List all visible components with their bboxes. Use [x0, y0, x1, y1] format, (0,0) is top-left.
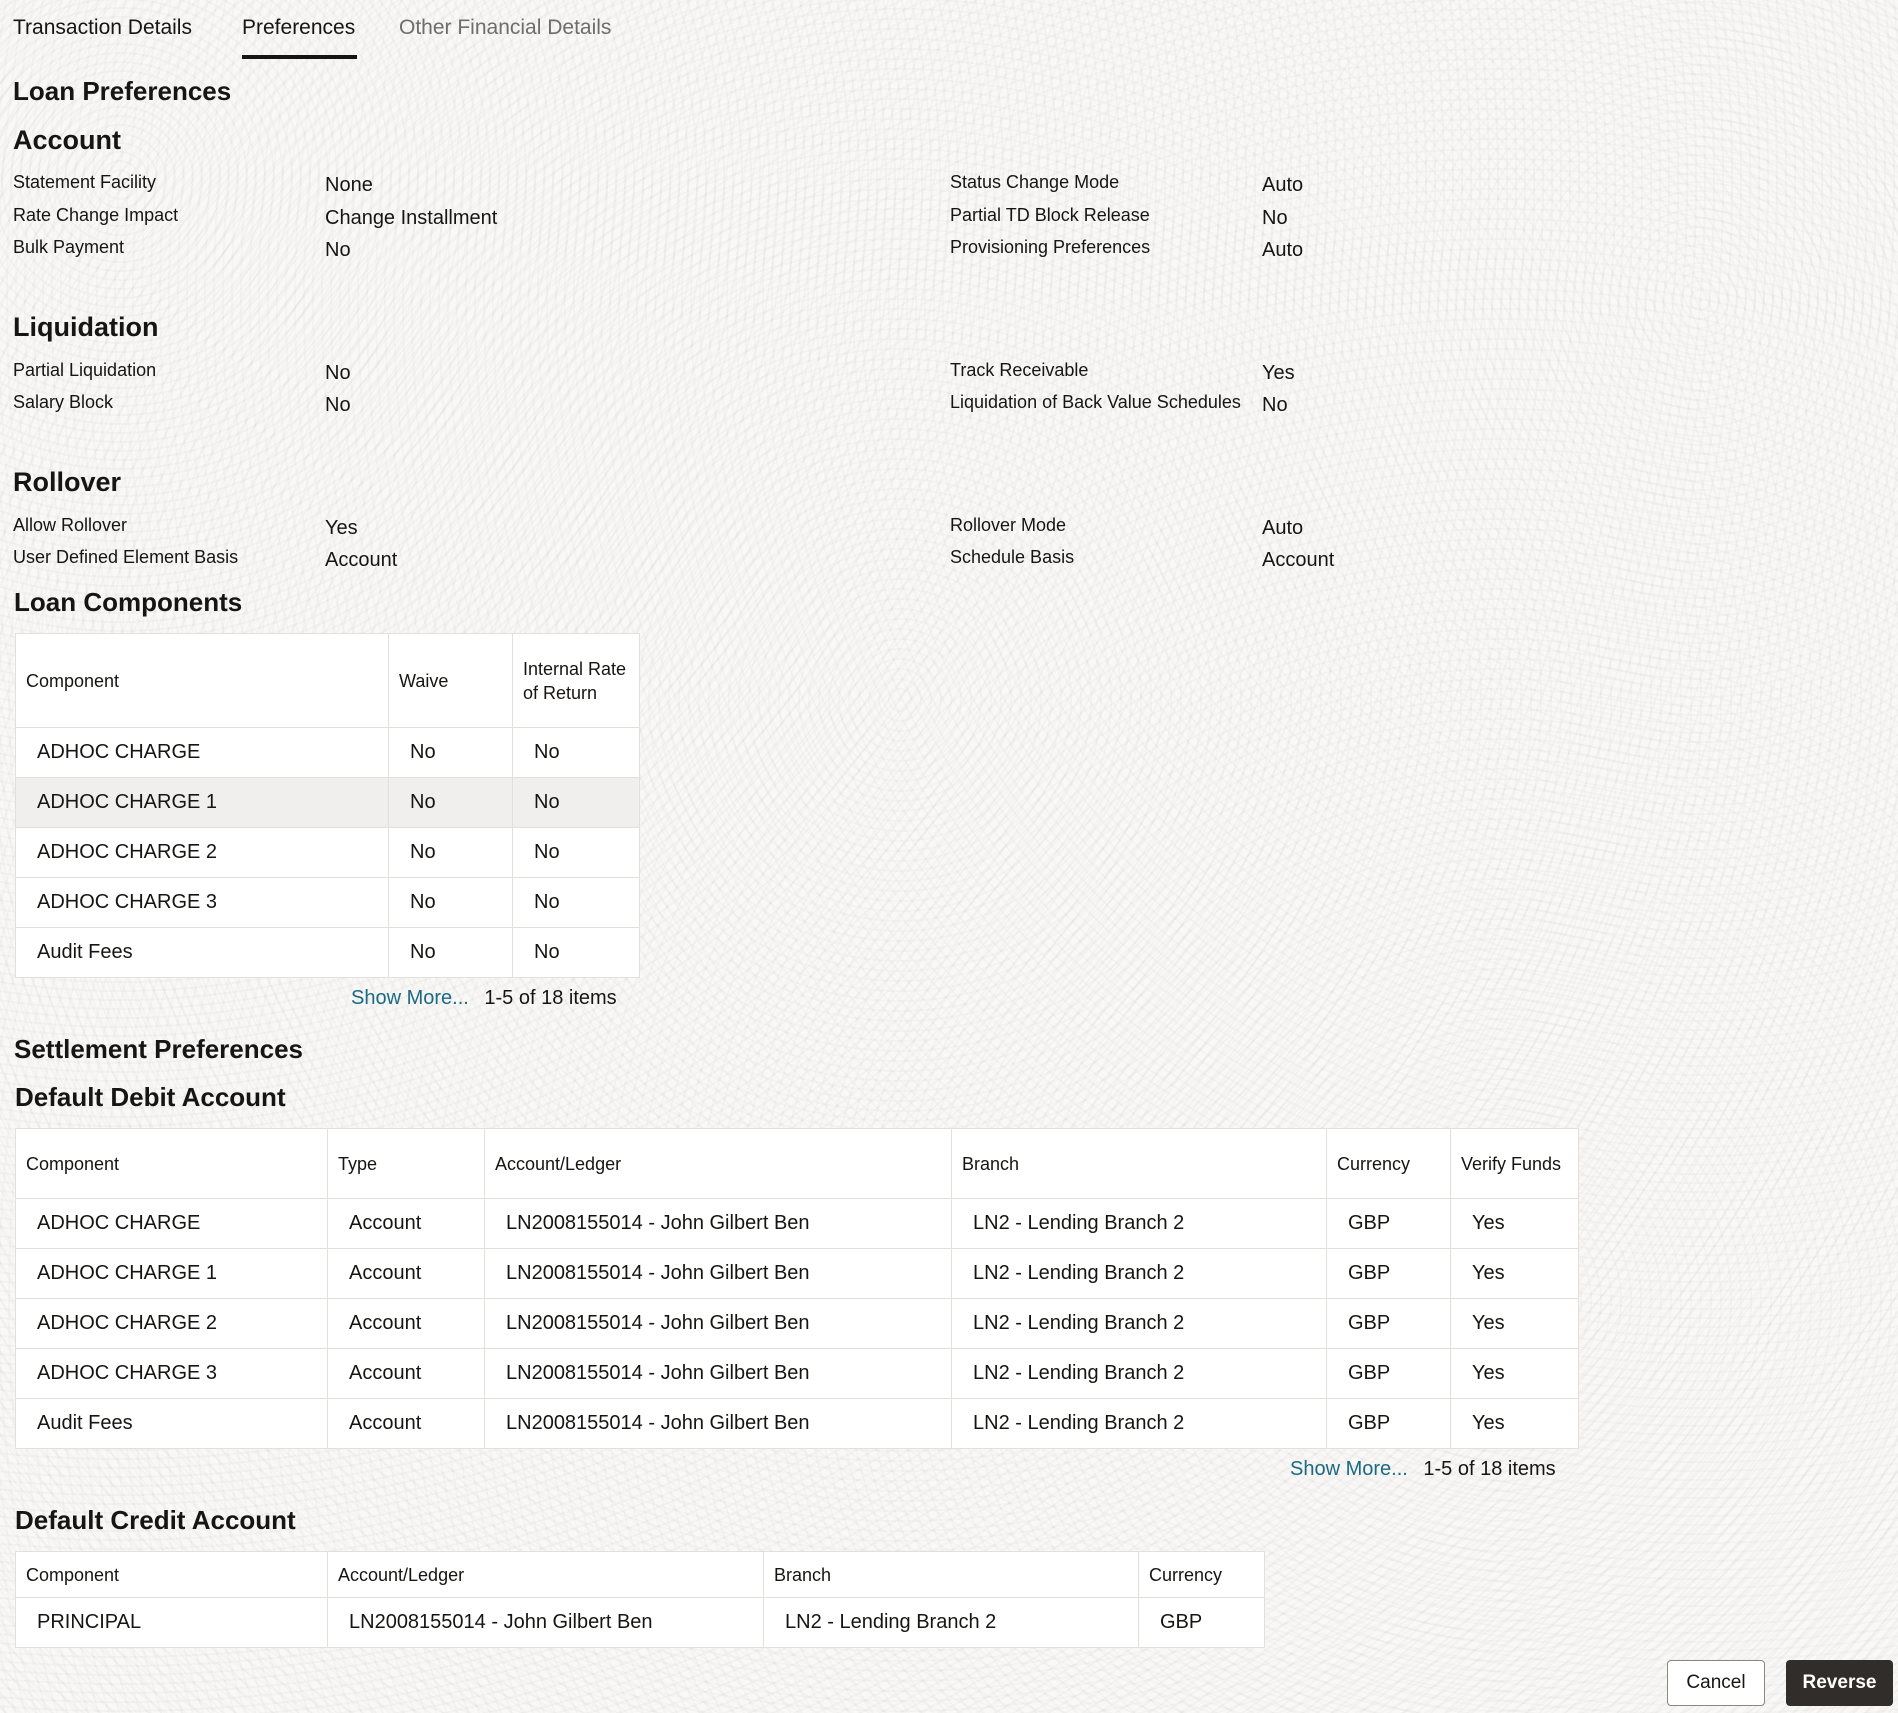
- field-label-partial-liquidation: Partial Liquidation: [13, 360, 157, 380]
- cell-currency: GBP: [1327, 1249, 1451, 1299]
- field-label-salary-block: Salary Block: [13, 392, 114, 412]
- cell-waive: No: [389, 728, 513, 778]
- table-row[interactable]: [16, 728, 640, 778]
- cell-branch: LN2 - Lending Branch 2: [952, 1199, 1327, 1249]
- cell-type: Account: [328, 1199, 485, 1249]
- cell-component: Audit Fees: [16, 1399, 328, 1449]
- table-header-row: [16, 1552, 1265, 1598]
- table-row[interactable]: [16, 1199, 1579, 1249]
- cell-waive: No: [389, 878, 513, 928]
- field-label-status-change-mode: Status Change Mode: [950, 172, 1120, 192]
- cell-account-ledger: LN2008155014 - John Gilbert Ben: [485, 1399, 952, 1449]
- field-value-provisioning-preferences: Auto: [1262, 239, 1304, 261]
- loan-components-pagination: [351, 987, 617, 1010]
- cell-component: ADHOC CHARGE 1: [16, 1249, 328, 1299]
- cell-verify-funds: Yes: [1451, 1249, 1579, 1299]
- section-title-loan-components: Loan Components: [14, 587, 243, 617]
- field-value-status-change-mode: Auto: [1262, 174, 1304, 196]
- cell-currency: GBP: [1327, 1299, 1451, 1349]
- field-label-provisioning-preferences: Provisioning Preferences: [950, 237, 1151, 257]
- section-title-account: Account: [13, 125, 121, 155]
- section-title-rollover: Rollover: [13, 467, 122, 497]
- column-header-component[interactable]: Component: [16, 634, 389, 728]
- section-title-default-credit-account: Default Credit Account: [15, 1505, 296, 1535]
- default-debit-pagination: [1290, 1458, 1556, 1481]
- cell-type: Account: [328, 1299, 485, 1349]
- tab-other-financial-details[interactable]: Other Financial Details: [399, 16, 612, 39]
- cell-component: ADHOC CHARGE: [16, 1199, 328, 1249]
- section-title-default-debit-account: Default Debit Account: [15, 1082, 286, 1112]
- column-header-account-ledger[interactable]: Account/Ledger: [485, 1129, 952, 1199]
- field-value-liquidation-back-value-schedules: No: [1262, 394, 1288, 416]
- column-header-branch[interactable]: Branch: [764, 1552, 1139, 1598]
- cell-irr: No: [513, 778, 640, 828]
- field-label-allow-rollover: Allow Rollover: [13, 515, 128, 535]
- default-debit-account-table: [15, 1128, 1579, 1449]
- cell-component: ADHOC CHARGE 1: [16, 778, 389, 828]
- table-row[interactable]: [16, 878, 640, 928]
- field-value-schedule-basis: Account: [1262, 549, 1335, 571]
- column-header-component[interactable]: Component: [16, 1552, 328, 1598]
- item-count: 1-5 of 18 items: [484, 987, 617, 1009]
- field-value-user-defined-element-basis: Account: [325, 549, 398, 571]
- field-value-partial-liquidation: No: [325, 362, 351, 384]
- cell-component: ADHOC CHARGE 3: [16, 1349, 328, 1399]
- field-label-user-defined-element-basis: User Defined Element Basis: [13, 547, 239, 567]
- cell-branch: LN2 - Lending Branch 2: [952, 1249, 1327, 1299]
- cancel-button[interactable]: Cancel: [1667, 1660, 1765, 1706]
- cell-component: Audit Fees: [16, 928, 389, 978]
- field-label-partial-td-block-release: Partial TD Block Release: [950, 205, 1150, 225]
- cell-verify-funds: Yes: [1451, 1299, 1579, 1349]
- table-header-row: [16, 1129, 1579, 1199]
- cell-currency: GBP: [1327, 1349, 1451, 1399]
- column-header-component[interactable]: Component: [16, 1129, 328, 1199]
- section-title-settlement-preferences: Settlement Preferences: [14, 1034, 304, 1064]
- column-header-type[interactable]: Type: [328, 1129, 485, 1199]
- cell-verify-funds: Yes: [1451, 1199, 1579, 1249]
- item-count: 1-5 of 18 items: [1423, 1458, 1556, 1480]
- cell-currency: GBP: [1327, 1199, 1451, 1249]
- field-label-bulk-payment: Bulk Payment: [13, 237, 125, 257]
- cell-waive: No: [389, 778, 513, 828]
- column-header-waive[interactable]: Waive: [389, 634, 513, 728]
- column-header-currency[interactable]: Currency: [1327, 1129, 1451, 1199]
- cell-component: ADHOC CHARGE: [16, 728, 389, 778]
- field-label-liquidation-back-value-schedules: Liquidation of Back Value Schedules: [950, 392, 1241, 412]
- cell-account-ledger: LN2008155014 - John Gilbert Ben: [485, 1249, 952, 1299]
- cell-verify-funds: Yes: [1451, 1399, 1579, 1449]
- cell-irr: No: [513, 828, 640, 878]
- cell-type: Account: [328, 1399, 485, 1449]
- field-label-track-receivable: Track Receivable: [950, 360, 1089, 380]
- cell-component: ADHOC CHARGE 3: [16, 878, 389, 928]
- column-header-currency[interactable]: Currency: [1139, 1552, 1265, 1598]
- cell-irr: No: [513, 728, 640, 778]
- cell-verify-funds: Yes: [1451, 1349, 1579, 1399]
- tab-preferences[interactable]: Preferences: [242, 16, 356, 39]
- field-label-schedule-basis: Schedule Basis: [950, 547, 1075, 567]
- field-value-statement-facility: None: [325, 174, 373, 196]
- cell-account-ledger: LN2008155014 - John Gilbert Ben: [485, 1199, 952, 1249]
- cell-component: ADHOC CHARGE 2: [16, 828, 389, 878]
- field-value-partial-td-block-release: No: [1262, 207, 1288, 229]
- field-value-track-receivable: Yes: [1262, 362, 1295, 384]
- column-header-verify-funds[interactable]: Verify Funds: [1451, 1129, 1579, 1199]
- field-value-allow-rollover: Yes: [325, 517, 358, 539]
- cell-account-ledger: LN2008155014 - John Gilbert Ben: [328, 1598, 764, 1648]
- cell-branch: LN2 - Lending Branch 2: [764, 1598, 1139, 1648]
- table-row[interactable]: [16, 778, 640, 828]
- column-header-internal-rate-of-return[interactable]: Internal Rate of Return: [513, 634, 640, 728]
- table-row[interactable]: [16, 1349, 1579, 1399]
- cell-irr: No: [513, 928, 640, 978]
- loan-components-table: [15, 633, 640, 978]
- field-label-statement-facility: Statement Facility: [13, 172, 157, 192]
- cell-component: ADHOC CHARGE 2: [16, 1299, 328, 1349]
- cell-type: Account: [328, 1349, 485, 1399]
- field-value-bulk-payment: No: [325, 239, 351, 261]
- table-row[interactable]: [16, 1399, 1579, 1449]
- table-row[interactable]: [16, 1249, 1579, 1299]
- table-row[interactable]: [16, 1299, 1579, 1349]
- cell-component: PRINCIPAL: [16, 1598, 328, 1648]
- table-header-row: [16, 634, 640, 728]
- field-value-salary-block: No: [325, 394, 351, 416]
- cell-account-ledger: LN2008155014 - John Gilbert Ben: [485, 1299, 952, 1349]
- default-credit-account-table: [15, 1551, 1265, 1648]
- field-label-rate-change-impact: Rate Change Impact: [13, 205, 179, 225]
- field-label-rollover-mode: Rollover Mode: [950, 515, 1067, 535]
- reverse-button[interactable]: Reverse: [1786, 1660, 1893, 1706]
- cell-branch: LN2 - Lending Branch 2: [952, 1299, 1327, 1349]
- column-header-account-ledger[interactable]: Account/Ledger: [328, 1552, 764, 1598]
- cell-irr: No: [513, 878, 640, 928]
- cell-waive: No: [389, 928, 513, 978]
- cell-branch: LN2 - Lending Branch 2: [952, 1399, 1327, 1449]
- cell-branch: LN2 - Lending Branch 2: [952, 1349, 1327, 1399]
- section-title-liquidation: Liquidation: [13, 312, 159, 342]
- table-row[interactable]: [16, 828, 640, 878]
- field-value-rollover-mode: Auto: [1262, 517, 1304, 539]
- column-header-branch[interactable]: Branch: [952, 1129, 1327, 1199]
- section-title-loan-preferences: Loan Preferences: [13, 76, 232, 106]
- cell-account-ledger: LN2008155014 - John Gilbert Ben: [485, 1349, 952, 1399]
- show-more-link[interactable]: Show More...: [351, 987, 469, 1009]
- table-row[interactable]: [16, 928, 640, 978]
- active-tab-indicator: [242, 55, 357, 59]
- cell-currency: GBP: [1139, 1598, 1265, 1648]
- field-value-rate-change-impact: Change Installment: [325, 207, 498, 229]
- show-more-link[interactable]: Show More...: [1290, 1458, 1408, 1480]
- cell-type: Account: [328, 1249, 485, 1299]
- cell-waive: No: [389, 828, 513, 878]
- tab-transaction-details[interactable]: Transaction Details: [13, 16, 192, 39]
- cell-currency: GBP: [1327, 1399, 1451, 1449]
- table-row[interactable]: [16, 1598, 1265, 1648]
